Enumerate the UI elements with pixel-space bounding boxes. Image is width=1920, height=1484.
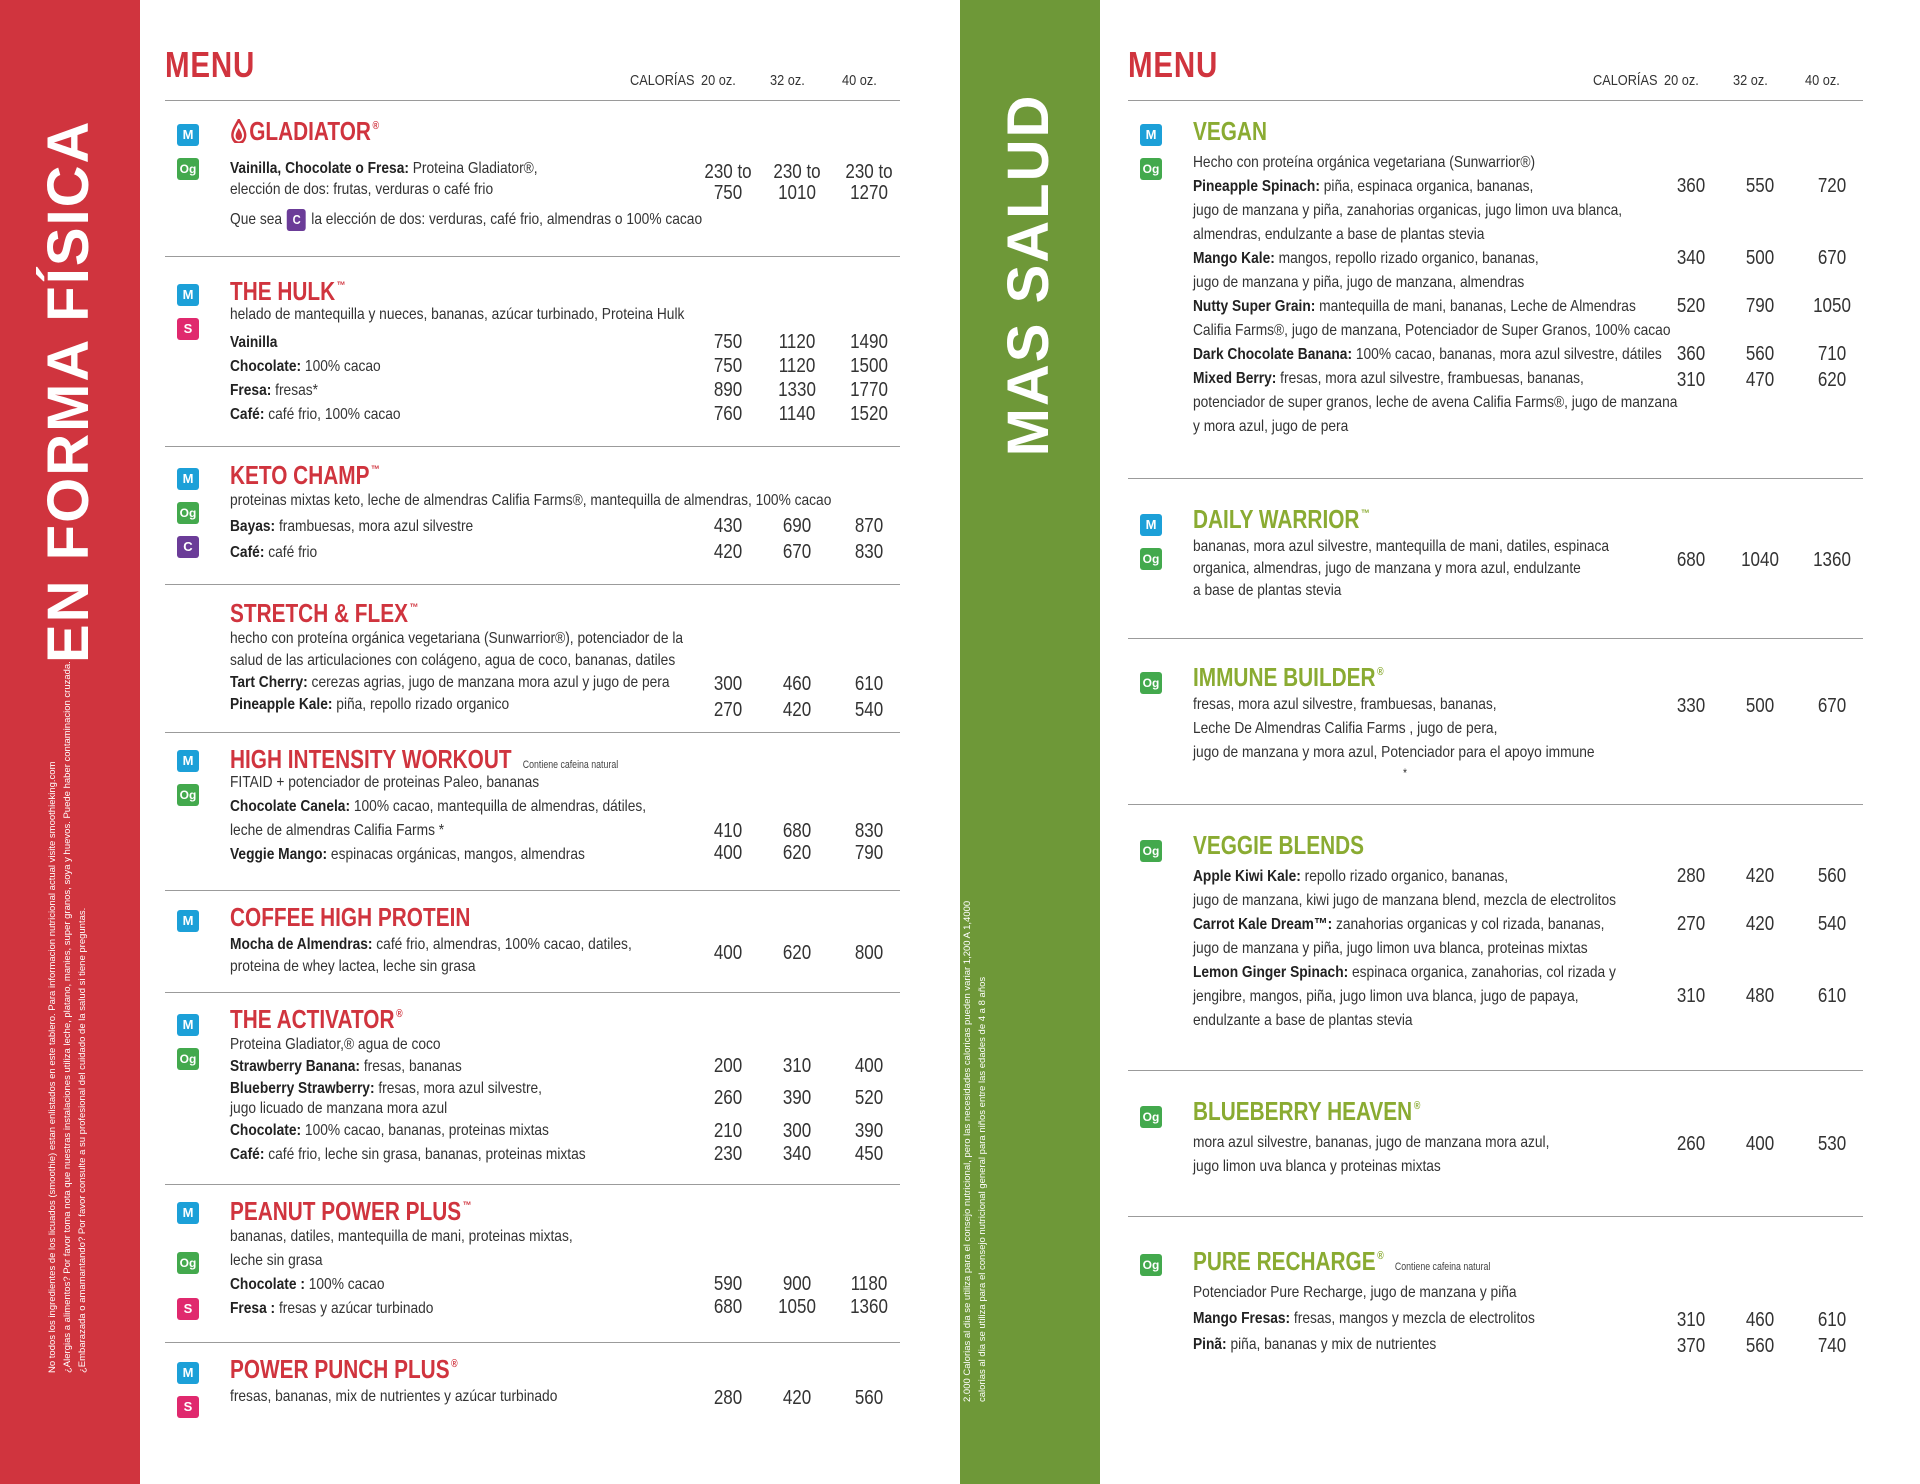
- item-desc: helado de mantequilla y nueces, bananas, azúcar turbinado, Proteina Hulk: [230, 306, 685, 323]
- item-desc: proteinas mixtas keto, leche de almendras Califia Farms®, mantequilla de almendras, 100% cacao: [230, 492, 832, 509]
- cal-40: 1360: [850, 1296, 888, 1318]
- flavor-row: Veggie Mango: espinacas orgánicas, mangos, almendras: [230, 846, 585, 863]
- cal-32: 420: [1745, 913, 1775, 935]
- flavor-row-cont: proteina de whey lactea, leche sin grasa: [230, 958, 476, 975]
- section-divider: [1128, 638, 1863, 639]
- item-title: DAILY WARRIOR ™: [1193, 504, 1370, 534]
- cal-40: 540: [854, 699, 884, 721]
- registered-mark: ®: [372, 120, 379, 132]
- cal-40: 230 to 1270: [845, 161, 893, 204]
- cal-20: 360: [1676, 343, 1706, 365]
- cal-40: 610: [1817, 1309, 1847, 1331]
- flavor-row: Apple Kiwi Kale: repollo rizado organico, bananas,: [1193, 868, 1509, 885]
- flavor-row: Mocha de Almendras: café frio, almendras, 100% cacao, datiles,: [230, 936, 632, 953]
- cal-32: 310: [782, 1055, 812, 1077]
- badge-s: S: [177, 318, 199, 340]
- flavor-label: Vainilla, Chocolate o Fresa:: [230, 160, 409, 177]
- cal-20: 200: [713, 1055, 743, 1077]
- cal-32: 1050: [778, 1296, 816, 1318]
- menu-item-high-intensity-workout: [165, 738, 900, 888]
- cal-32: 480: [1745, 985, 1775, 1007]
- cal-20: 300: [713, 673, 743, 695]
- flavor-row-cont: jugo de manzana y piña, zanahorias organicas, jugo limon uva blanca,: [1193, 202, 1623, 219]
- cal-40: 400: [854, 1055, 884, 1077]
- item-title: PURE RECHARGE ®Contiene cafeina natural: [1193, 1246, 1491, 1276]
- cal-40: 390: [854, 1120, 884, 1142]
- cal-40: 670: [1817, 695, 1847, 717]
- left-band-title: EN FORMA FÍSICA: [36, 119, 101, 663]
- badge-og: Og: [1140, 840, 1162, 862]
- item-desc-3: a base de plantas stevia: [1193, 582, 1342, 599]
- flavor-row: Lemon Ginger Spinach: espinaca organica, zanahorias, col rizada y: [1193, 964, 1616, 981]
- menu-item-veggie-blends: [1128, 820, 1863, 1040]
- cal-40: 830: [854, 820, 884, 842]
- cal-20: 280: [1676, 865, 1706, 887]
- flavor-row: Pineapple Spinach: piña, espinaca organica, bananas,: [1193, 178, 1534, 195]
- badge-og: Og: [177, 1252, 199, 1274]
- item-title: HIGH INTENSITY WORKOUT Contiene cafeina natural: [230, 744, 619, 774]
- cal-40: 1180: [850, 1273, 888, 1295]
- item-desc-1: fresas, mora azul silvestre, frambuesas, bananas,: [1193, 696, 1497, 713]
- cal-40: 720: [1817, 175, 1847, 197]
- flavor-row: Pineapple Kale: piña, repollo rizado organico: [230, 696, 510, 713]
- badge-og: Og: [1140, 158, 1162, 180]
- flavor-row: Chocolate Canela: 100% cacao, mantequilla de almendras, dátiles,: [230, 798, 647, 815]
- cal-40: 540: [1817, 913, 1847, 935]
- cal-20: 750: [713, 331, 743, 353]
- badge-og: Og: [177, 784, 199, 806]
- item-title: KETO CHAMP ™: [230, 460, 380, 490]
- cal-32: 900: [782, 1273, 812, 1295]
- cal-40: 1770: [850, 379, 888, 401]
- item-desc-2: leche sin grasa: [230, 1252, 323, 1269]
- badge-m: M: [177, 750, 199, 772]
- cal-20: 310: [1676, 985, 1706, 1007]
- cal-20: 400: [713, 842, 743, 864]
- cal-32: 620: [782, 942, 812, 964]
- header-divider: [165, 100, 900, 101]
- gladiator-drop-icon: [230, 119, 248, 143]
- section-divider: [165, 732, 900, 733]
- badge-og: Og: [1140, 548, 1162, 570]
- badge-m: M: [1140, 124, 1162, 146]
- cal-20: 680: [713, 1296, 743, 1318]
- cal-32: 420: [782, 1387, 812, 1409]
- item-title: VEGAN: [1193, 116, 1267, 146]
- badge-m: M: [177, 910, 199, 932]
- cal-32: 460: [782, 673, 812, 695]
- left-note-line-2: ¿Alergias a alimentos? Por favor toma nota que nuestras instalaciones utiliza leche, platano, manies, super granos, soya y huevos. Puede haber contaminacion cruzada.: [62, 661, 73, 1373]
- item-desc: Potenciador Pure Recharge, jugo de manzana y piña: [1193, 1284, 1517, 1301]
- cal-20: 590: [713, 1273, 743, 1295]
- cal-20: 520: [1676, 295, 1706, 317]
- flavor-row: Chocolate: 100% cacao, bananas, proteinas mixtas: [230, 1122, 549, 1139]
- flavor-row: Mango Fresas: fresas, mangos y mezcla de electrolitos: [1193, 1310, 1535, 1327]
- item-desc-1: hecho con proteína orgánica vegetariana (Sunwarrior®), potenciador de la: [230, 630, 684, 647]
- section-divider: [165, 1342, 900, 1343]
- cal-40: 1500: [850, 355, 888, 377]
- badge-og: Og: [1140, 672, 1162, 694]
- cal-40: 610: [1817, 985, 1847, 1007]
- cal-40: 790: [854, 842, 884, 864]
- item-title: PEANUT POWER PLUS ™: [230, 1196, 472, 1226]
- badge-og: Og: [1140, 1106, 1162, 1128]
- item-desc: Proteina Gladiator,® agua de coco: [230, 1036, 441, 1053]
- badge-og: Og: [1140, 1254, 1162, 1276]
- section-divider: [165, 1184, 900, 1185]
- item-desc-2: salud de las articulaciones con colágeno, agua de coco, bananas, datiles: [230, 652, 676, 669]
- cal-20: 430: [713, 515, 743, 537]
- badge-m: M: [177, 1362, 199, 1384]
- flavor-row-cont: jengibre, mangos, piña, jugo limon uva blanca, jugo de papaya,: [1193, 988, 1579, 1005]
- header-divider: [1128, 100, 1863, 101]
- cal-40: 830: [854, 541, 884, 563]
- badge-og: Og: [177, 502, 199, 524]
- menu-item-the-hulk: [165, 262, 900, 442]
- cal-40: 1050: [1813, 295, 1851, 317]
- cal-32: 670: [782, 541, 812, 563]
- cal-32: 560: [1745, 1335, 1775, 1357]
- flavor-row-cont: jugo licuado de manzana mora azul: [230, 1100, 448, 1117]
- left-note-line-1: No todos los ingredientes de los licuados (smoothie) estan enlistados en este tablero. Para informacion nutricional actual visite smoothieking.com: [47, 761, 58, 1373]
- badge-m: M: [177, 124, 199, 146]
- cal-40: 560: [854, 1387, 884, 1409]
- flavor-row: Café: café frio, leche sin grasa, bananas, proteinas mixtas: [230, 1146, 586, 1163]
- flavor-row: Café: café frio, 100% cacao: [230, 406, 401, 423]
- cal-20: 420: [713, 541, 743, 563]
- menu-item-power-punch-plus: [165, 1348, 900, 1438]
- cal-32: 460: [1745, 1309, 1775, 1331]
- cal-32: 500: [1745, 695, 1775, 717]
- badge-og: Og: [177, 1048, 199, 1070]
- item-desc-1: bananas, datiles, mantequilla de mani, proteinas mixtas,: [230, 1228, 573, 1245]
- cal-32: 1040: [1741, 549, 1779, 571]
- footnote-mark: *: [1403, 766, 1408, 780]
- cal-40: 610: [854, 673, 884, 695]
- flavor-row-cont: leche de almendras Califia Farms *: [230, 822, 445, 839]
- menu-item-peanut-power-plus: [165, 1190, 900, 1340]
- section-divider: [165, 446, 900, 447]
- item-title: STRETCH & FLEX ™: [230, 598, 419, 628]
- section-divider: [1128, 1070, 1863, 1071]
- cal-20: 270: [713, 699, 743, 721]
- badge-m: M: [1140, 514, 1162, 536]
- cal-20: 760: [713, 403, 743, 425]
- flavor-row: Strawberry Banana: fresas, bananas: [230, 1058, 462, 1075]
- cal-32: 420: [1745, 865, 1775, 887]
- item-desc: fresas, bananas, mix de nutrientes y azúcar turbinado: [230, 1388, 558, 1405]
- menu-item-gladiator: [165, 110, 900, 250]
- menu-item-immune-builder: [1128, 654, 1863, 794]
- right-band-title: MAS SALUD: [996, 93, 1061, 457]
- cal-32: 230 to 1010: [773, 161, 821, 204]
- cal-32: 390: [782, 1087, 812, 1109]
- line-suffix: la elección de dos: verduras, café frio, almendras o 100% cacao: [311, 211, 703, 228]
- flavor-row-cont: almendras, endulzante a base de plantas stevia: [1193, 226, 1485, 243]
- item-line-1: [230, 160, 538, 178]
- cal-32: 680: [782, 820, 812, 842]
- line-prefix: Que sea: [230, 211, 283, 228]
- cal-32: 340: [782, 1143, 812, 1165]
- item-desc-1: bananas, mora azul silvestre, mantequilla de mani, datiles, espinaca: [1193, 538, 1610, 555]
- cal-32: 470: [1745, 369, 1775, 391]
- item-title: THE ACTIVATOR ®: [230, 1004, 403, 1034]
- cal-40: 1520: [850, 403, 888, 425]
- cal-40: 560: [1817, 865, 1847, 887]
- flavor-row: Nutty Super Grain: mantequilla de mani, bananas, Leche de Almendras: [1193, 298, 1636, 315]
- cal-20: 280: [713, 1387, 743, 1409]
- flavor-row: Pinã: piña, bananas y mix de nutrientes: [1193, 1336, 1437, 1353]
- cal-32: 620: [782, 842, 812, 864]
- menu-item-coffee-high-protein: [165, 896, 900, 990]
- menu-item-stretch-flex: [165, 590, 900, 726]
- flavor-row: Fresa : fresas y azúcar turbinado: [230, 1300, 434, 1317]
- flavor-row: Mixed Berry: fresas, mora azul silvestre, frambuesas, bananas,: [1193, 370, 1584, 387]
- caffeine-note: Contiene cafeina natural: [1394, 1261, 1491, 1273]
- item-desc: Hecho con proteína orgánica vegetariana (Sunwarrior®): [1193, 154, 1536, 171]
- cal-40: 1490: [850, 331, 888, 353]
- cal-32: 1330: [778, 379, 816, 401]
- flavor-row: Dark Chocolate Banana: 100% cacao, bananas, mora azul silvestre, dátiles: [1193, 346, 1662, 363]
- cal-40: 530: [1817, 1133, 1847, 1155]
- cal-20: 260: [1676, 1133, 1706, 1155]
- section-divider: [165, 890, 900, 891]
- cal-32: 500: [1745, 247, 1775, 269]
- right-note-line-2: calorias al dia se utiliza para el consejo nutricional general para niños entre las edades de 4 a 8 años: [977, 976, 988, 1402]
- cal-20: 360: [1676, 175, 1706, 197]
- cal-20: 680: [1676, 549, 1706, 571]
- flavor-row-cont: Califia Farms®, jugo de manzana, Potenciador de Super Granos, 100% cacao: [1193, 322, 1671, 339]
- flavor-row-cont: jugo de manzana y piña, jugo de manzana, almendras: [1193, 274, 1525, 291]
- item-title: VEGGIE BLENDS: [1193, 830, 1365, 860]
- badge-og: Og: [177, 158, 199, 180]
- menu-item-keto-champ: [165, 452, 900, 582]
- badge-m: M: [177, 468, 199, 490]
- item-desc-2: organica, almendras, jugo de manzana y mora azul, endulzante: [1193, 560, 1581, 577]
- cal-32: 1140: [778, 403, 816, 425]
- cal-32: 550: [1745, 175, 1775, 197]
- flavor-row: Blueberry Strawberry: fresas, mora azul silvestre,: [230, 1080, 543, 1097]
- size-20-header: 20 oz.: [701, 72, 736, 89]
- size-20-header: 20 oz.: [1664, 72, 1699, 89]
- cal-40: 710: [1817, 343, 1847, 365]
- flavor-row: Carrot Kale Dream™: zanahorias organicas y col rizada, bananas,: [1193, 916, 1605, 933]
- cal-32: 300: [782, 1120, 812, 1142]
- menu-item-the-activator: [165, 998, 900, 1180]
- item-title: THE HULK ™: [230, 276, 346, 306]
- item-desc-2: Leche De Almendras Califia Farms , jugo de pera,: [1193, 720, 1498, 737]
- section-divider: [165, 584, 900, 585]
- item-title: IMMUNE BUILDER ®: [1193, 662, 1384, 692]
- cal-40: 670: [1817, 247, 1847, 269]
- cal-20: 210: [713, 1120, 743, 1142]
- cal-20: 270: [1676, 913, 1706, 935]
- item-title: COFFEE HIGH PROTEIN: [230, 902, 471, 932]
- cal-32: 560: [1745, 343, 1775, 365]
- menu-title: MENU: [1128, 44, 1219, 85]
- section-divider: [1128, 478, 1863, 479]
- cal-32: 1120: [778, 355, 816, 377]
- cal-32: 690: [782, 515, 812, 537]
- cal-40: 870: [854, 515, 884, 537]
- cal-40: 800: [854, 942, 884, 964]
- menu-title: MENU: [165, 44, 256, 85]
- item-line-2: elección de dos: frutas, verduras o café frio: [230, 181, 494, 198]
- cal-40: 620: [1817, 369, 1847, 391]
- section-divider: [165, 992, 900, 993]
- right-note-line-1: 2.000 Calorias al dia se utiliza para el consejo nutricional, pero las necesidades caloricas pueden variar 1,200 A 1,4000: [962, 900, 973, 1402]
- caffeine-note: Contiene cafeina natural: [522, 759, 619, 771]
- badge-c: C: [287, 209, 306, 231]
- section-divider: [1128, 804, 1863, 805]
- flavor-row: Café: café frio: [230, 544, 318, 561]
- cal-40: 450: [854, 1143, 884, 1165]
- item-desc-3: jugo de manzana y mora azul, Potenciador para el apoyo immune: [1193, 744, 1595, 761]
- cal-20: 340: [1676, 247, 1706, 269]
- flavor-desc: Proteina Gladiator®,: [408, 160, 538, 177]
- right-band-note: [960, 900, 1000, 1402]
- badge-m: M: [177, 284, 199, 306]
- calories-header: CALORÍAS: [630, 72, 695, 89]
- section-divider: [1128, 1216, 1863, 1217]
- badge-m: M: [177, 1014, 199, 1036]
- flavor-row-cont: potenciador de super granos, leche de avena Califia Farms®, jugo de manzana: [1193, 394, 1678, 411]
- cal-20: 310: [1676, 369, 1706, 391]
- left-band-note: [45, 661, 95, 1373]
- cal-20: 890: [713, 379, 743, 401]
- flavor-row: Fresa: fresas*: [230, 382, 318, 399]
- cal-20: 260: [713, 1087, 743, 1109]
- badge-s: S: [177, 1298, 199, 1320]
- cal-20: 410: [713, 820, 743, 842]
- cal-32: 420: [782, 699, 812, 721]
- flavor-row: Tart Cherry: cerezas agrias, jugo de manzana mora azul y jugo de pera: [230, 674, 670, 691]
- flavor-row-cont: jugo de manzana y piña, jugo limon uva blanca, proteinas mixtas: [1193, 940, 1588, 957]
- cal-20: 310: [1676, 1309, 1706, 1331]
- size-40-header: 40 oz.: [842, 72, 877, 89]
- item-title: BLUEBERRY HEAVEN ®: [1193, 1096, 1421, 1126]
- size-40-header: 40 oz.: [1805, 72, 1840, 89]
- item-line-3: [230, 209, 702, 231]
- size-32-header: 32 oz.: [1733, 72, 1768, 89]
- cal-20: 330: [1676, 695, 1706, 717]
- menu-item-vegan: [1128, 110, 1863, 470]
- flavor-row: Mango Kale: mangos, repollo rizado organico, bananas,: [1193, 250, 1539, 267]
- cal-20: 400: [713, 942, 743, 964]
- cal-32: 790: [1745, 295, 1775, 317]
- cal-20: 370: [1676, 1335, 1706, 1357]
- flavor-row-cont: jugo de manzana, kiwi jugo de manzana blend, mezcla de electrolitos: [1193, 892, 1616, 909]
- right-side-band: [960, 0, 1100, 1484]
- menu-item-blueberry-heaven: [1128, 1090, 1863, 1200]
- cal-20: 750: [713, 355, 743, 377]
- cal-20: 230 to 750: [704, 161, 752, 204]
- badge-c: C: [177, 536, 199, 558]
- flavor-row: Vainilla: [230, 334, 278, 351]
- item-desc-1: mora azul silvestre, bananas, jugo de manzana mora azul,: [1193, 1134, 1550, 1151]
- item-desc-2: jugo limon uva blanca y proteinas mixtas: [1193, 1158, 1441, 1175]
- cal-40: 520: [854, 1087, 884, 1109]
- cal-32: 400: [1745, 1133, 1775, 1155]
- calories-header: CALORÍAS: [1593, 72, 1658, 89]
- item-desc: FITAID + potenciador de proteinas Paleo, bananas: [230, 774, 540, 791]
- cal-20: 230: [713, 1143, 743, 1165]
- flavor-row-cont: y mora azul, jugo de pera: [1193, 418, 1349, 435]
- menu-item-daily-warrior: [1128, 496, 1863, 626]
- flavor-row-cont: endulzante a base de plantas stevia: [1193, 1012, 1413, 1029]
- cal-40: 1360: [1813, 549, 1851, 571]
- cal-40: 740: [1817, 1335, 1847, 1357]
- left-side-band: [0, 0, 140, 1484]
- item-title: POWER PUNCH PLUS ®: [230, 1354, 458, 1384]
- flavor-row: Chocolate: 100% cacao: [230, 358, 381, 375]
- badge-s: S: [177, 1396, 199, 1418]
- cal-32: 1120: [778, 331, 816, 353]
- flavor-row: Chocolate : 100% cacao: [230, 1276, 385, 1293]
- left-note-line-3: ¿Embarazada o amamantando? Por favor consulte a su profesional del cuidado de la salud si tiene preguntas.: [77, 907, 88, 1373]
- menu-item-pure-recharge: [1128, 1240, 1863, 1370]
- badge-m: M: [177, 1202, 199, 1224]
- size-32-header: 32 oz.: [770, 72, 805, 89]
- item-title: [230, 116, 379, 147]
- flavor-row: Bayas: frambuesas, mora azul silvestre: [230, 518, 474, 535]
- section-divider: [165, 256, 900, 257]
- item-name: GLADIATOR: [249, 116, 371, 146]
